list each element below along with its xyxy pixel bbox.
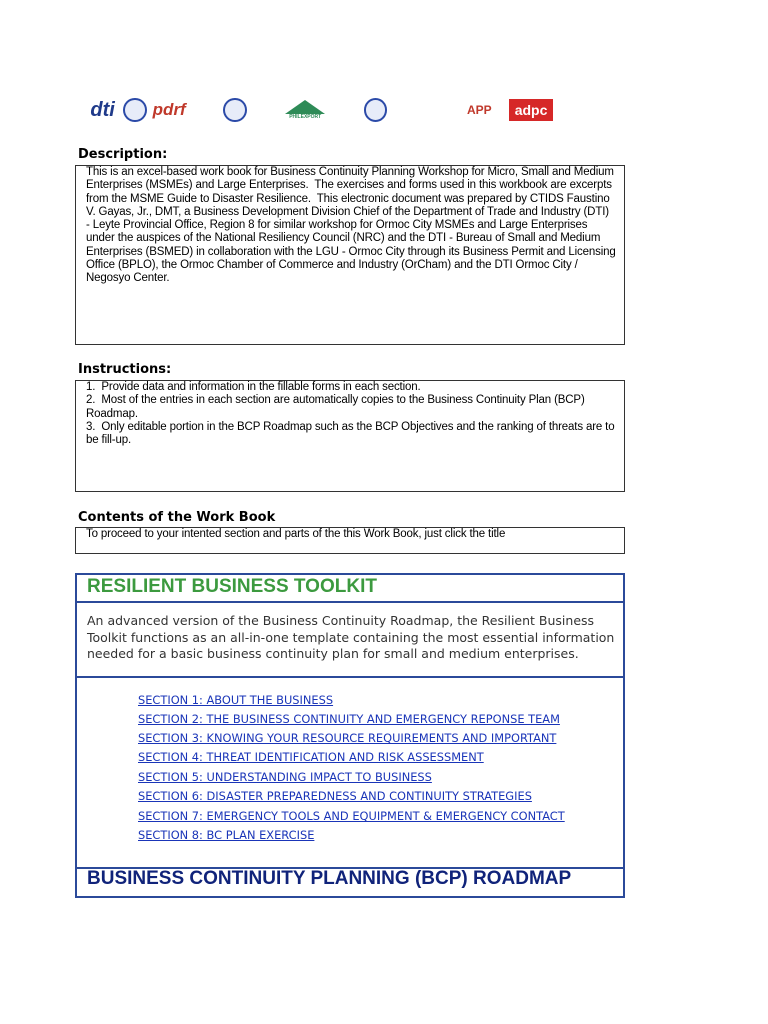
description-line: Enterprises (BSMED) in collaboration with the LGU - Ormoc City through its Business Permit and Licensing bbox=[86, 245, 616, 258]
toolkit-title[interactable]: RESILIENT BUSINESS TOOLKIT bbox=[87, 576, 377, 597]
description-line: under the auspices of the National Resiliency Council (NRC) and the DTI - Bureau of Small and Medium bbox=[86, 232, 601, 245]
dti-logo: dti bbox=[90, 98, 115, 121]
contents-heading: Contents of the Work Book bbox=[78, 510, 276, 525]
partner-faded-logo bbox=[559, 96, 612, 124]
bcp-roadmap-link[interactable]: BUSINESS CONTINUITY PLANNING (BCP) ROADMAP bbox=[87, 868, 572, 889]
philexport-logo bbox=[284, 98, 327, 122]
section-7-link[interactable]: SECTION 7: EMERGENCY TOOLS AND EQUIPMENT & EMERGENCY CONTACT bbox=[138, 809, 565, 823]
toolkit-title-bar bbox=[77, 575, 623, 603]
contents-note-box bbox=[75, 527, 625, 554]
description-line: Enterprises (MSMEs) and Large Enterprises. The exercises and forms used in this workbook are excerpts bbox=[86, 179, 612, 192]
section-1-link[interactable]: SECTION 1: ABOUT THE BUSINESS bbox=[138, 693, 334, 707]
section-6-link[interactable]: SECTION 6: DISASTER PREPAREDNESS AND CONTINUITY STRATEGIES bbox=[138, 789, 532, 803]
partner-text-logo bbox=[192, 96, 217, 124]
toolkit-description bbox=[87, 613, 615, 663]
description-line: from the MSME Guide to Disaster Resilience. This electronic document was prepared by CTIDS Faustino bbox=[86, 192, 610, 205]
section-links-list bbox=[77, 676, 623, 869]
flag-logo bbox=[425, 96, 450, 124]
toolkit-description-line: An advanced version of the Business Continuity Roadmap, the Resilient Business bbox=[87, 613, 595, 628]
government-seal-logo bbox=[123, 98, 146, 122]
section-4-link[interactable]: SECTION 4: THREAT IDENTIFICATION AND RISK ASSESSMENT bbox=[138, 750, 484, 764]
department-seal-logo bbox=[223, 98, 246, 122]
description-line: This is an excel-based work book for Business Continuity Planning Workshop for Micro, Small and Medium bbox=[86, 166, 614, 178]
instruction-line: 2. Most of the entries in each section are automatically copies to the Business Continuity Plan (BCP) bbox=[86, 394, 585, 407]
emblem-logo bbox=[364, 98, 387, 122]
instruction-line: Roadmap. bbox=[86, 407, 138, 420]
department-text-logo bbox=[253, 96, 278, 124]
section-3-link[interactable]: SECTION 3: KNOWING YOUR RESOURCE REQUIREMENTS AND IMPORTANT bbox=[138, 731, 557, 745]
partner-logos-strip bbox=[88, 94, 612, 126]
instructions-box bbox=[75, 380, 625, 492]
description-line: Office (BPLO), the Ormoc Chamber of Commerce and Industry (OrCham) and the DTI Ormoc City / bbox=[86, 259, 578, 272]
philexport-label: PHILEXPORT bbox=[289, 114, 322, 120]
adpc-logo: adpc bbox=[509, 99, 554, 121]
description-box bbox=[75, 165, 625, 345]
toolkit-description-line: needed for a basic business continuity plan for small and medium enterprises. bbox=[87, 646, 579, 661]
section-8-link[interactable]: SECTION 8: BC PLAN EXERCISE bbox=[138, 828, 315, 842]
pdrf-logo: pdrf bbox=[152, 100, 186, 119]
description-heading: Description: bbox=[78, 147, 168, 162]
toolkit-description-line: Toolkit functions as an all-in-one template containing the most essential information bbox=[87, 629, 615, 645]
resilient-business-toolkit-panel bbox=[75, 573, 625, 898]
section-5-link[interactable]: SECTION 5: UNDERSTANDING IMPACT TO BUSINESS bbox=[138, 770, 432, 784]
instruction-line: be fill-up. bbox=[86, 434, 132, 447]
chamber-logo bbox=[393, 96, 418, 124]
contents-note: To proceed to your intented section and parts of the this Work Book, just click the title bbox=[86, 528, 506, 540]
instructions-heading: Instructions: bbox=[78, 362, 172, 377]
description-line: V. Gayas, Jr., DMT, a Business Development Division Chief of the Department of Trade and Industry (DTI) bbox=[86, 205, 609, 218]
app-logo: APP bbox=[456, 96, 503, 124]
section-2-link[interactable]: SECTION 2: THE BUSINESS CONTINUITY AND EMERGENCY REPONSE TEAM bbox=[138, 712, 560, 726]
asia-pacific-logo bbox=[333, 96, 358, 124]
instruction-line: 1. Provide data and information in the fillable forms in each section. bbox=[86, 381, 421, 393]
description-line: Negosyo Center. bbox=[86, 272, 170, 285]
description-line: - Leyte Provincial Office, Region 8 for similar workshop for Ormoc City MSMEs and Large Enterprises bbox=[86, 219, 588, 232]
instruction-line: 3. Only editable portion in the BCP Roadmap such as the BCP Objectives and the ranking of threats are to bbox=[86, 420, 615, 433]
